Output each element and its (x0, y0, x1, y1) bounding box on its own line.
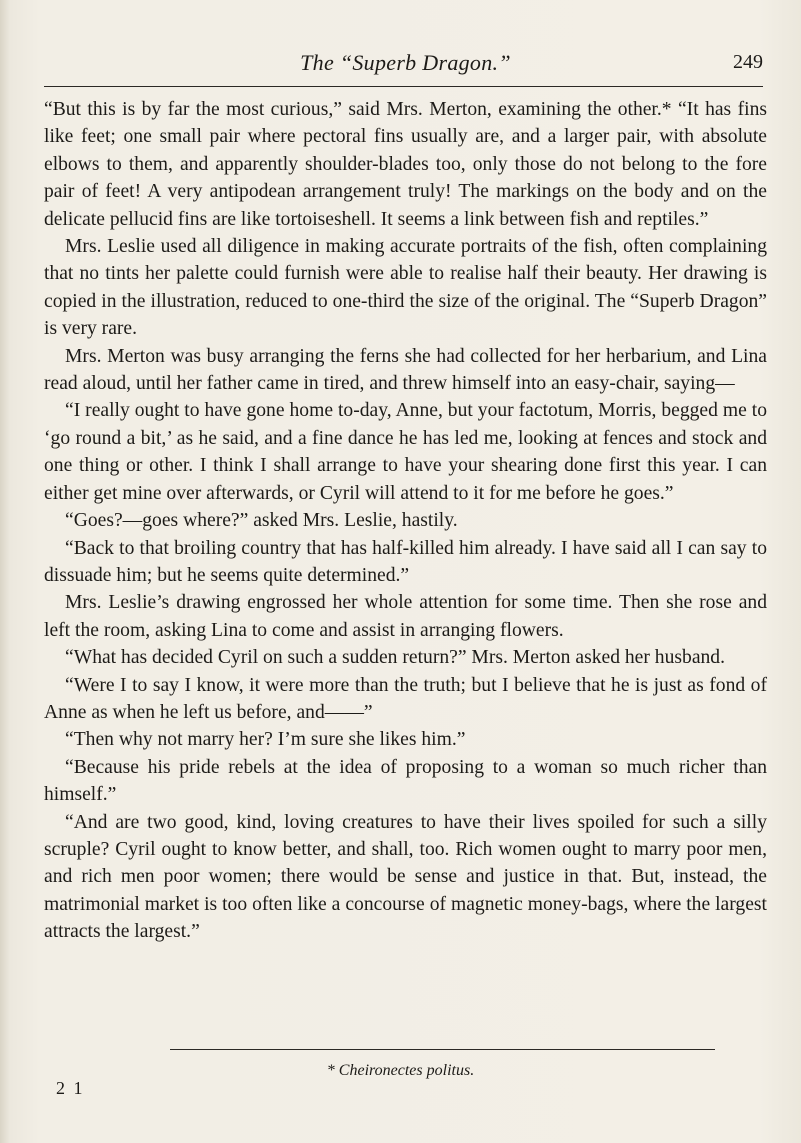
page-number: 249 (733, 51, 763, 73)
page-header (48, 50, 763, 86)
paragraph: “Goes?—goes where?” asked Mrs. Leslie, hastily. (65, 510, 458, 532)
header-rule (44, 86, 763, 87)
paragraph: “What has decided Cyril on such a sudden return?” Mrs. Merton asked her husband. (65, 647, 726, 669)
paragraph: Mrs. Leslie used all diligence in making accurate portraits of the fish, often complaining that no tints her palette could furnish were able to realise half their beauty. Her drawing is copied in the illustration, reduced to one-third the size of the original. The “Superb Dragon” is very rare. (44, 236, 767, 340)
paragraph: “Back to that broiling country that has half-killed him already. I have said all I can say to dissuade him; but he seems quite determined.” (44, 537, 767, 586)
paragraph: “But this is by far the most curious,” said Mrs. Merton, examining the other.* “It has fins like feet; one small pair where pectoral fins usually are, and a larger pair, with absolute elbows to them, and apparently shoulder-blades too, only those do not belong to the fore pair of feet! A very antipodean arrangement truly! The markings on the body and on the delicate pellucid fins are like tortoiseshell. It seems a link between fish and reptiles.” (44, 99, 767, 230)
footnote-rule (170, 1049, 715, 1050)
paragraph: “I really ought to have gone home to-day, Anne, but your factotum, Morris, begged me to ‘go round a bit,’ as he said, and a fine dance he has led me, looking at fences and stock and one thing or other. I think I shall arrange to have your shearing done first this year. I can either get mine over afterwards, or Cyril will attend to it for me before he goes.” (44, 400, 767, 504)
footnote: * Cheironectes politus. (326, 1062, 475, 1079)
signature-mark: 2 1 (56, 1078, 85, 1098)
running-title: The “Superb Dragon.” (300, 50, 511, 75)
paragraph: Mrs. Merton was busy arranging the ferns she had collected for her herbarium, and Lina read aloud, until her father came in tired, and threw himself into an easy-chair, saying— (44, 345, 767, 395)
paragraph: “Because his pride rebels at the idea of proposing to a woman so much richer than himself.” (44, 756, 767, 806)
paragraph: “And are two good, kind, loving creatures to have their lives spoiled for such a silly scruple? Cyril ought to know better, and shall, too. Rich women ought to marry poor men, and rich men poor women; there would be sense and justice in that. But, instead, the matrimonial market is too often like a concourse of magnetic money-bags, where the largest attracts the largest.” (44, 811, 767, 943)
paragraph: “Then why not marry her? I’m sure she likes him.” (65, 729, 466, 751)
body-text (44, 96, 767, 946)
paragraph: Mrs. Leslie’s drawing engrossed her whole attention for some time. Then she rose and left the room, asking Lina to come and assist in arranging flowers. (44, 592, 767, 641)
paragraph: “Were I to say I know, it were more than the truth; but I believe that he is just as fond of Anne as when he left us before, and——” (44, 674, 767, 723)
